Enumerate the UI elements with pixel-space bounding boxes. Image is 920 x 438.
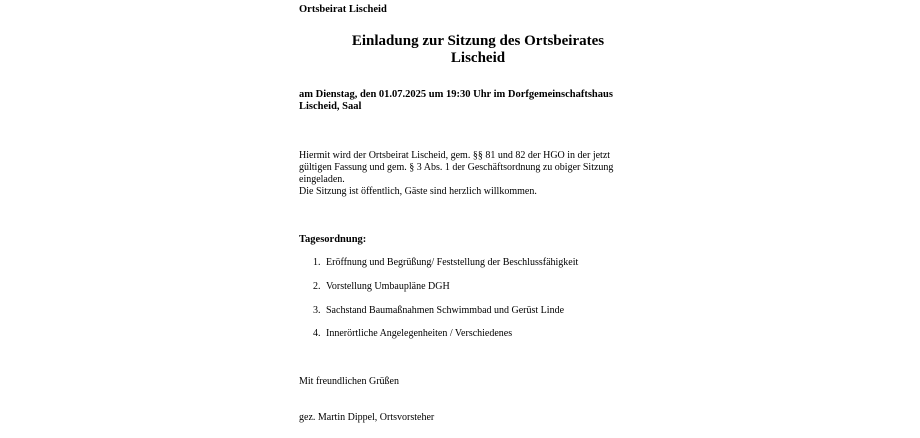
agenda-item-number: 2.: [313, 281, 321, 292]
agenda-item: [313, 281, 450, 292]
invitation-text-line-2: gültigen Fassung und gem. § 3 Abs. 1 der Geschäftsordnung zu obiger Sitzung: [299, 162, 614, 173]
agenda-item-text: Sachstand Baumaßnahmen Schwimmbad und Gerüst Linde: [326, 305, 565, 316]
agenda-item-number: 4.: [313, 328, 321, 339]
meeting-details-line-1: am Dienstag, den 01.07.2025 um 19:30 Uhr im Dorfgemeinschaftshaus: [299, 89, 613, 100]
agenda-item-number: 1.: [313, 257, 321, 268]
agenda-item-number: 3.: [313, 305, 321, 316]
council-name: Ortsbeirat Lischeid: [299, 4, 387, 15]
agenda-item-text: Eröffnung und Begrüßung/ Feststellung der Beschlussfähigkeit: [326, 257, 579, 268]
meeting-details-line-2: Lischeid, Saal: [299, 101, 362, 112]
document-title-line-1: Einladung zur Sitzung des Ortsbeirates: [351, 33, 605, 49]
closing-greeting: Mit freundlichen Grüßen: [299, 376, 399, 387]
agenda-item: [313, 305, 564, 316]
invitation-text-line-4: Die Sitzung ist öffentlich, Gäste sind herzlich willkommen.: [299, 186, 537, 197]
agenda-heading: Tagesordnung:: [299, 234, 367, 245]
invitation-text-line-1: Hiermit wird der Ortsbeirat Lischeid, gem. §§ 81 und 82 der HGO in der jetzt: [299, 150, 611, 161]
signature-line: gez. Martin Dippel, Ortsvorsteher: [299, 412, 435, 423]
document-title-line-2: Lischeid: [450, 50, 506, 66]
invitation-text-line-3: eingeladen.: [299, 174, 345, 185]
agenda-item-text: Innerörtliche Angelegenheiten / Verschiedenes: [326, 328, 513, 339]
agenda-item: [313, 257, 578, 268]
agenda-item: [313, 328, 512, 339]
agenda-item-text: Vorstellung Umbaupläne DGH: [326, 281, 450, 292]
